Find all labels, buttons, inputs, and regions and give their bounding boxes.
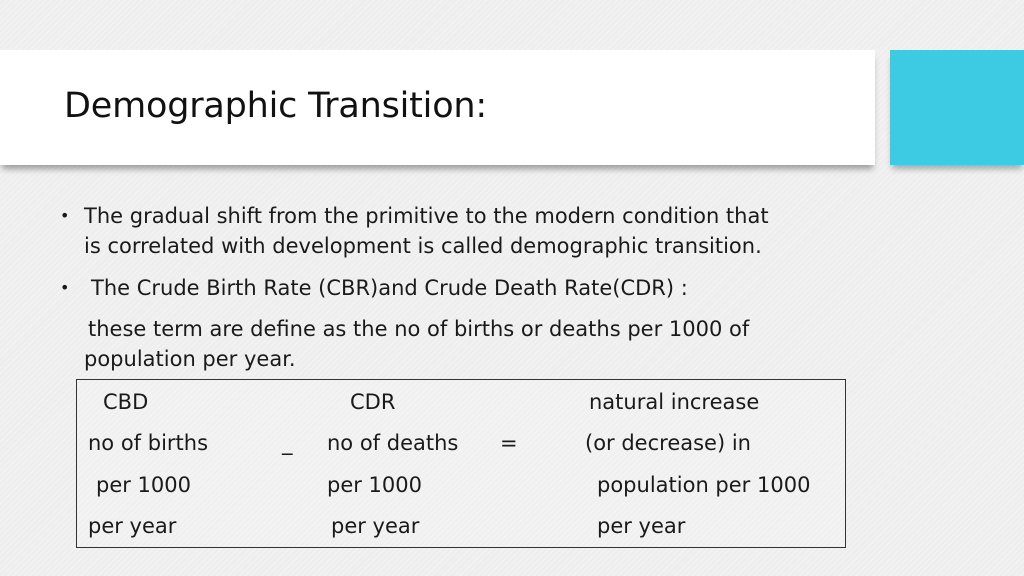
accent-block [890,50,1024,165]
table-cell: CDR [350,390,396,414]
table-cell: per 1000 [327,473,423,497]
table-cell: per year [597,514,686,538]
table-cell: (or decrease) in [585,431,751,455]
bullet-1-line-2: is correlated with development is called demographic transition. [84,234,762,258]
table-cell: no of births [88,431,209,455]
table-cell: per 1000 [96,473,192,497]
bullet-1-line-1: The gradual shift from the primitive to the modern condition that [84,204,769,228]
definition-line-1: these term are define as the no of births or deaths per 1000 of [88,317,750,341]
table-cell: per year [331,514,420,538]
bullet-2-text: The Crude Birth Rate (CBR)and Crude Death Rate(CDR) : [91,276,688,300]
definition-line-2: population per year. [84,347,296,371]
table-cell: natural increase [589,390,760,414]
slide-title: Demographic Transition: [64,86,487,126]
table-cell: per year [88,514,177,538]
bullet-marker: • [60,206,70,225]
bullet-marker: • [60,278,70,297]
equals-sign: = [500,431,518,455]
table-cell: no of deaths [327,431,459,455]
minus-sign: _ [282,431,293,455]
table-cell: population per 1000 [597,473,811,497]
table-cell: CBD [103,390,149,414]
